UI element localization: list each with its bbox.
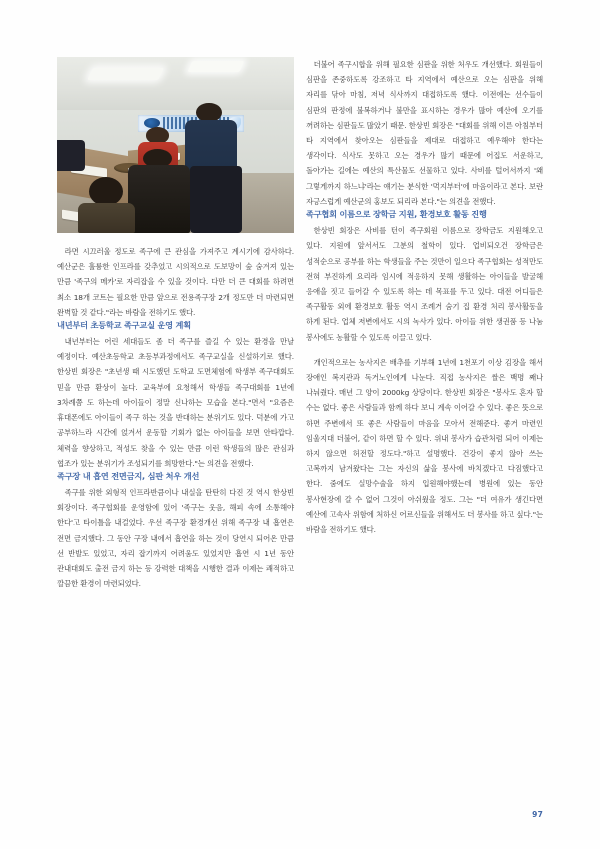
photo-ceiling-light-icon xyxy=(187,61,244,72)
photo-person-foreground xyxy=(78,177,135,233)
photo-chair xyxy=(190,166,242,233)
page-number: 97 xyxy=(532,810,543,819)
left-column xyxy=(57,57,294,591)
paragraph: 개인적으로는 농사지은 배추를 기부해 1년에 1천포기 이상 김장을 해서 장애인 복지관과 독거노인에게 나눈다. 직접 농사지은 쌀은 백명 째나 나눠줬다. 매년 그 양이 2000kg 상당이다. 한상빈 회장은 "봉사도 혼자 할 수는 없다. 좋은 사람들과 함께 하다 보니 계속 이어갈 수 있다. 좋은 뜻으로 하면 주변에서 또 좋은 사람들이 마음을 모아서 전해준다. 좋거 마련인 임울지대 더불어, 같이 하면 할 수 있다. 위내 봉사가 습관처럼 되어 이제는 하지 않으면 허전할 정도다."하고 설명했다. 건강이 좋지 않아 쓰는 고복까지 남겨왔다는 그는 자신의 삶을 봉사에 바치겠다고 다짐했다고 한다. 줌에도 실망수술을 하지 입원해야했는데 병원에 있는 동안 봉사현장에 갈 수 없어 그것이 아쉬웠을 정도. 그는 "더 여유가 생긴다면 예산에 고속사 위함에 처하신 어르신들을 위해서도 더 봉사를 하고 싶다."는 바람을 전하기도 했다. xyxy=(306,357,543,534)
photo-ceiling xyxy=(57,57,294,117)
photo-ceiling-light-icon xyxy=(87,68,164,80)
photo-person-head xyxy=(89,177,123,206)
meeting-photo xyxy=(57,57,294,233)
photo-person-body xyxy=(128,165,190,233)
photo-person-seated-black xyxy=(128,149,190,233)
paragraph: 족구를 위한 외형적 인프라반큼이나 내실을 탄탄히 다진 것 역시 한상빈 회장이다. 족구협회를 운영함에 있어 '족구는 웃음, 해피 속에 소통해야 한다'고 타이틀을 내걸었다. 우선 족구장 환경개선 위해 족구장 내 흡연은 전면 금지했다. 그 동안 구장 내에서 흡연을 하는 것이 당연시 되어온 만큼 선 반발도 있었고, 자리 잡기까지 어려움도 있었지만 흡연 시 1년 동안 관내대회도 출전 금지 하는 등 강력한 대책을 시행한 결과 이제는 쾌적하고 깔끔한 환경이 마련되었다. xyxy=(57,487,294,589)
paragraph: 더불어 족구시합을 위해 필요한 심판을 위한 처우도 개선했다. 회원들이 심판을 존중하도록 강조하고 타 지역에서 예산으로 오는 심판을 위해 자리를 닦아 마침, 저녁 식사까지 대접하도록 했다. 이전에는 선수들이 심판의 판정에 불복하거나 불만을 표시하는 경우가 많아 예산에 오기를 꺼려하는 심판들도 많았기 때문. 한상빈 회장은 "대회를 위해 이른 아침부터 타 지역에서 찾아오는 심판들을 제대로 대접하고 예우해야 한다는 생각이다. 식사도 못하고 오는 경우가 많기 때문에 어집도 서운하고, 돌아가는 길에는 예산의 특산물도 선물하고 있다. 사비를 털어서까지 '왜 그렇게까지 하느냐'라는 얘기는 분식한 '먹지부터'에 마음이라고 본다. 보란 자긍스럽게 예산군의 홍보도 되리라 본다."는 의견을 전했다. xyxy=(306,60,543,206)
section-heading-smoking-ban: 족구장 내 흡연 전면금지, 심판 처우 개선 xyxy=(57,470,200,481)
right-column xyxy=(306,57,543,537)
section-heading-soccer-class: 내년부터 초등학교 족구교실 운영 계획 xyxy=(57,320,191,331)
photo-person-body xyxy=(78,203,135,233)
page-columns xyxy=(57,57,543,787)
paragraph: 내년부터는 어린 세대들도 좀 더 족구를 즐길 수 있는 환경을 만날 예정이다. 예산초등학교 초등부과정에서도 족구교실을 신설하기로 했다. 한상빈 회장은 "초년생 때 시도했던 도학교 도면체험에 학생부 족구대회도 믿을 만큼 환상이 높다. 교육부에 요청해서 학생들 족구대회를 1년에 3차례쯤 도 하는데 아이들이 정말 신나하는 모습을 본다."면서 "요즘은 휴대폰에도 아이들이 족구 하는 것을 반대하는 분위기도 있다. 덕분에 가고 공부하느라 시간에 얹겨서 운동할 기회가 없는 아이들을 보면 안타깝다. 체력을 향상하고, 적성도 찾을 수 있는 만큼 이런 학생들의 많은 관심과 협조가 있는 분위기가 조성되기를 희망한다."는 의견을 전했다. xyxy=(57,337,294,468)
paragraph: 라면 시끄러울 정도로 족구에 큰 관심을 가져주고 계시기에 감사하다. 예산군은 훌륭한 인프라를 갖추었고 시의적으로 도보망이 숲 숨겨져 있는 만큼 '족구의 메카'로 자리잡을 수 있을 것이다. 다만 더 큰 대회를 하려면 최소 18개 코트는 필요한 만큼 앞으로 전용족구장 2개 정도만 더 마련되면 완벽할 것 같다."라는 바람을 전하기도 했다. xyxy=(57,247,294,317)
paragraph: 한상빈 회장은 사비를 턴이 족구회원 이름으로 장학금도 지원해오고 있다. 지원에 앞서서도 그분의 철학이 있다. 업비되오건 장학금은 성적순으로 공부를 하는 학생들을 주는 것만이 일으다 족구협회는 성적만도 전혀 부진하게 요리라 임시에 적응하지 못해 생활하는 아이들을 발굴해 응애을 짓고 들어갈 수 있도록 하는 데 목표를 두고 있다. 대전 어디들은 족구활동 외에 환경보호 활동 역시 조례거 숨기 집 환경 처리 봉사활동을 하게 된다. 업체 저변에서도 시의 녹사가 있다. 아이들 위한 생권품 등 나눔 봉사에도 농활할 수 있도록 이끌고 있다. xyxy=(306,226,543,342)
photo-chair xyxy=(57,140,85,172)
section-heading-scholarship: 족구협회 이름으로 장학금 지원, 환경보호 활동 진행 xyxy=(306,209,487,220)
